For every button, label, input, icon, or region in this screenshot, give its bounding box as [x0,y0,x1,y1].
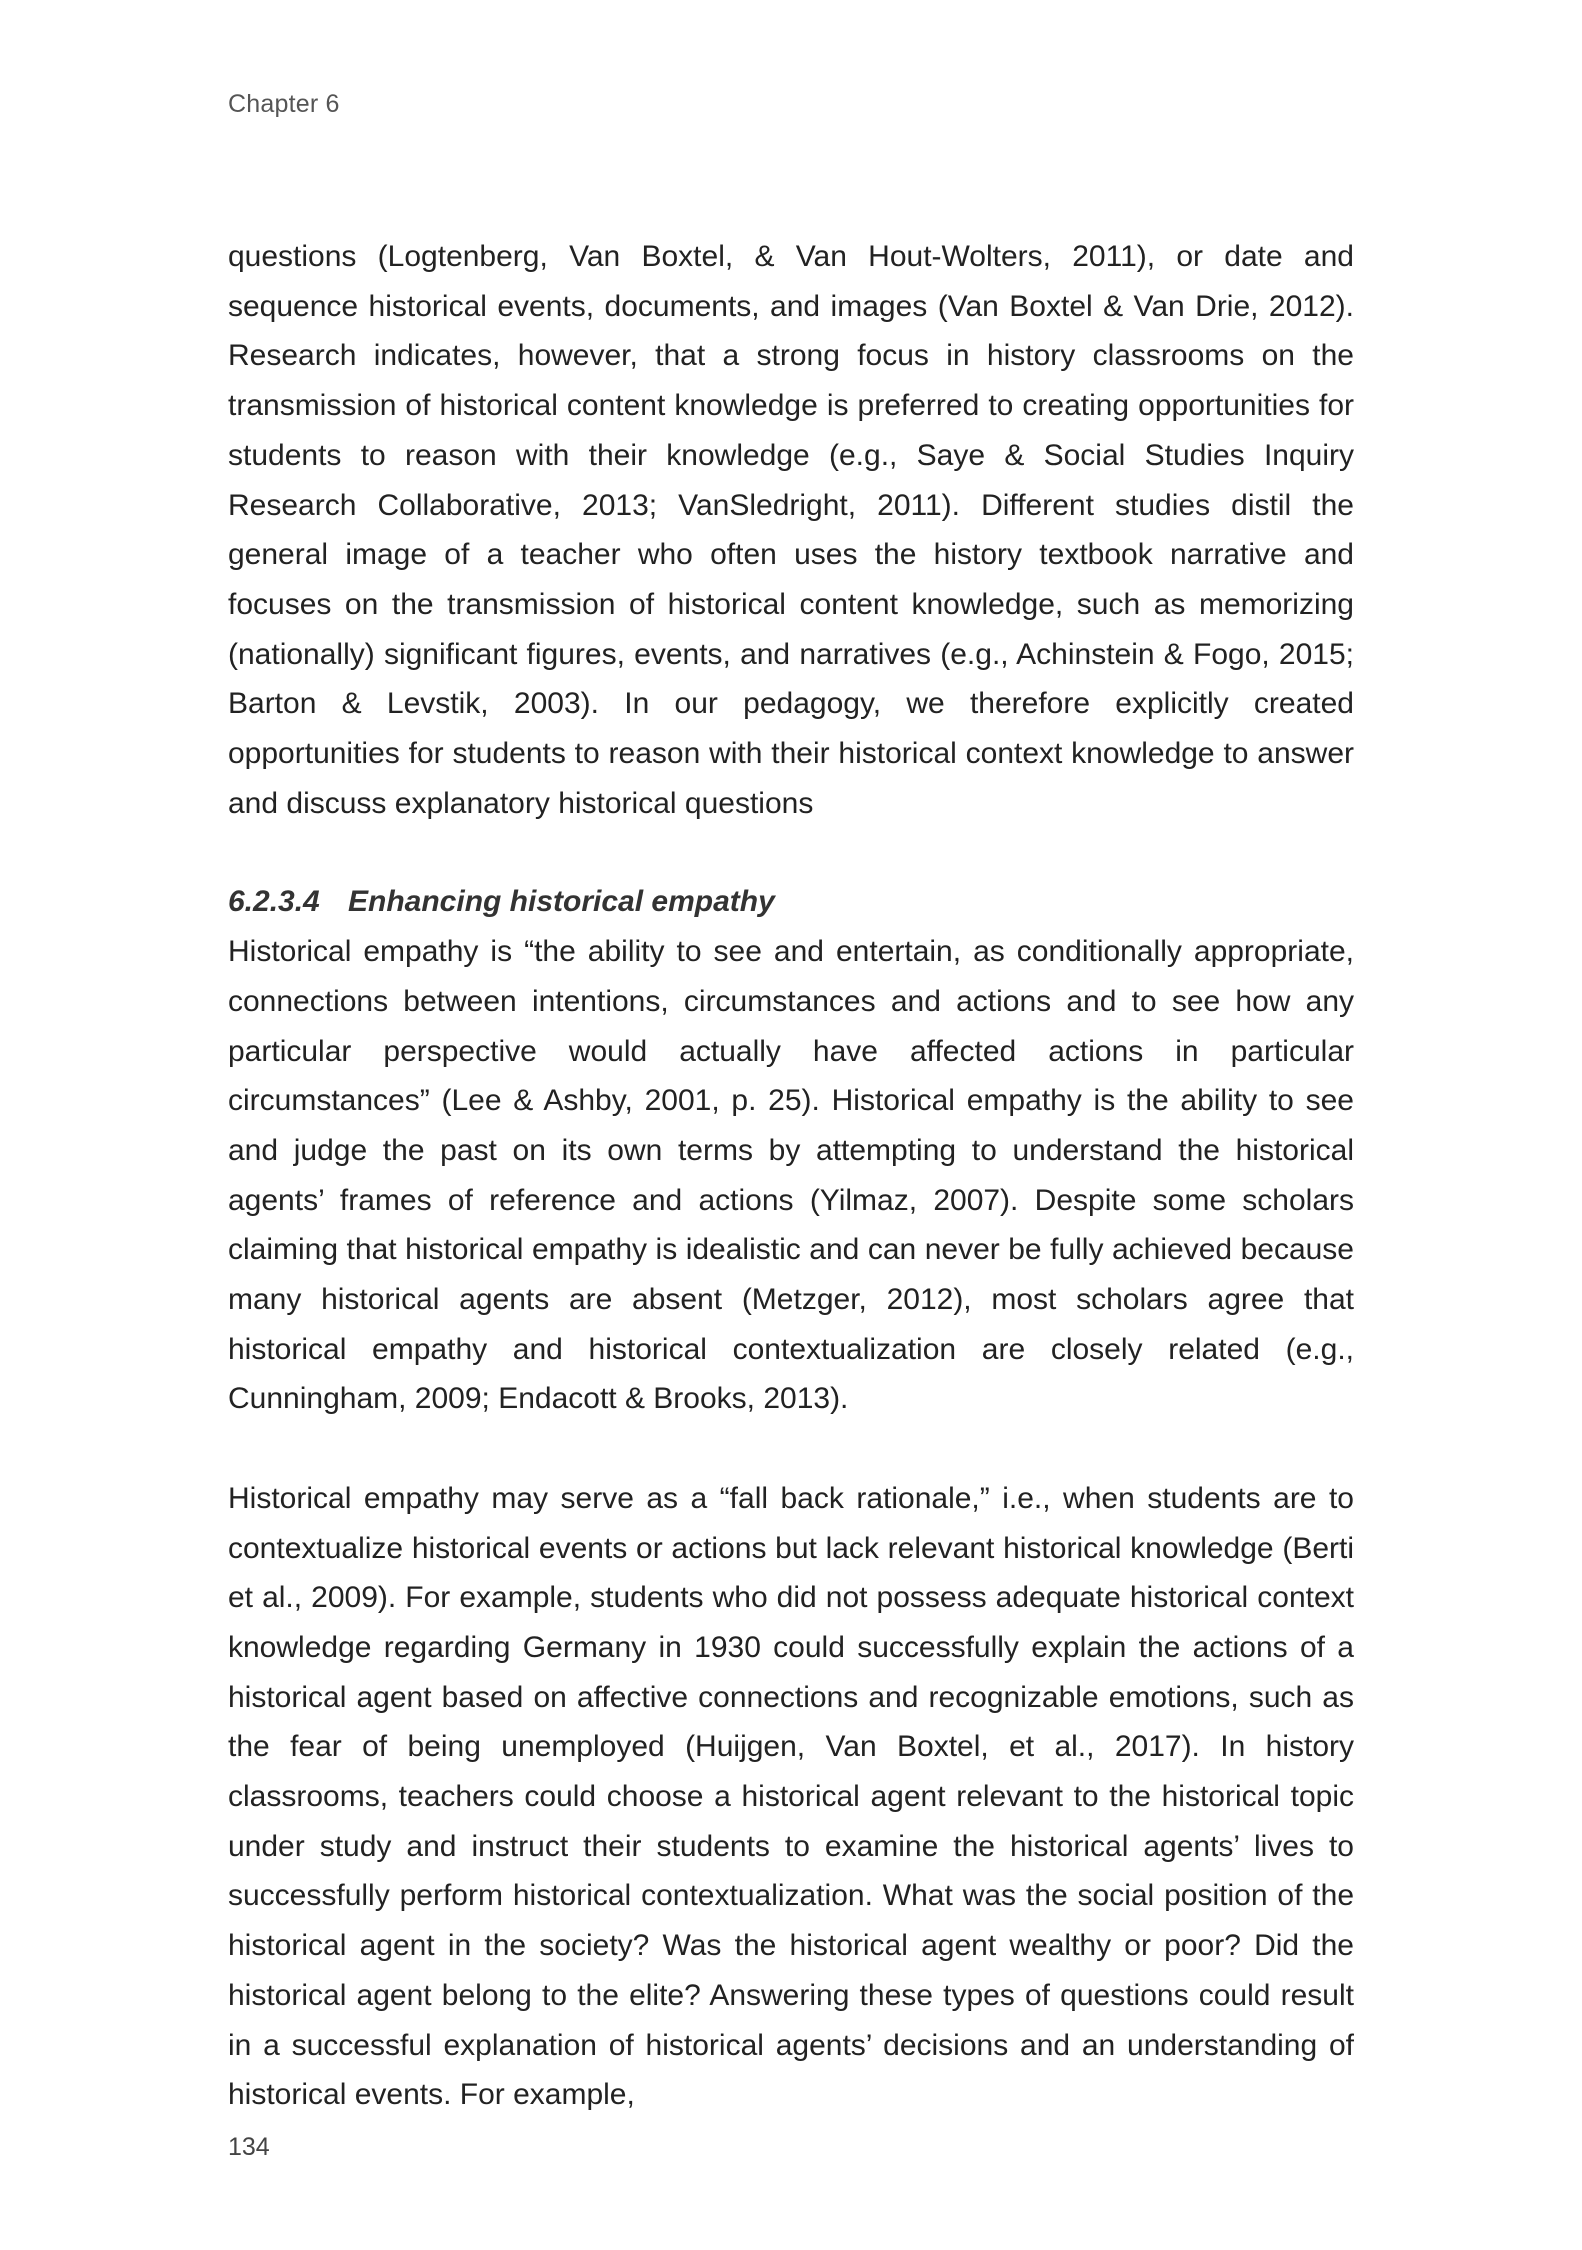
body-paragraph: Historical empathy may serve as a “fall back rationale,” i.e., when students are to contextualize historical events or actions but lack relevant historical knowledge (Berti et al., 2009). For example, students who did not possess adequate historical context knowledge regarding Germany in 1930 could successfully explain the actions of a historical agent based on affective connections and recognizable emotions, such as the fear of being unemployed (Huijgen, Van Boxtel, et al., 2017). In history classrooms, teachers could choose a historical agent relevant to the historical topic under study and instruct their students to examine the historical agents’ lives to successfully perform historical contextualization. What was the social position of the historical agent in the society? Was the historical agent wealthy or poor? Did the historical agent belong to the elite? Answering these types of questions could result in a successful explanation of historical agents’ decisions and an understanding of historical events. For example, [228,1481,1354,2112]
running-head: Chapter 6 [228,90,340,118]
body-paragraph: Historical empathy is “the ability to see and entertain, as conditionally appropriate, connections between intentions, circumstances and actions and to see how any particular perspective would actually have affected actions in particular circumstances” (Lee & Ashby, 2001, p. 25). Historical empathy is the ability to see and judge the past on its own terms by attempting to understand the historical agents’ frames of reference and actions (Yilmaz, 2007). Despite some scholars claiming that historical empathy is idealistic and can never be fully achieved because many historical agents are absent (Metzger, 2012), most scholars agree that historical empathy and historical contextualization are closely related (e.g., Cunningham, 2009; Endacott & Brooks, 2013). [228,935,1354,1416]
section-number: 6.2.3.4 [228,885,320,919]
section-heading [228,877,1354,927]
page-number: 134 [228,2133,270,2161]
page-body [228,232,1354,2120]
section-title: Enhancing historical empathy [348,885,775,919]
body-paragraph: questions (Logtenberg, Van Boxtel, & Van Hout-Wolters, 2011), or date and sequence historical events, documents, and images (Van Boxtel & Van Drie, 2012). Research indicates, however, that a strong focus in history classrooms on the transmission of historical content knowledge is preferred to creating opportunities for students to reason with their knowledge (e.g., Saye & Social Studies Inquiry Research Collaborative, 2013; VanSledright, 2011). Different studies distil the general image of a teacher who often uses the history textbook narrative and focuses on the transmission of historical content knowledge, such as memorizing (nationally) significant figures, events, and narratives (e.g., Achinstein & Fogo, 2015; Barton & Levstik, 2003). In our pedagogy, we therefore explicitly created opportunities for students to reason with their historical context knowledge to answer and discuss explanatory historical questions [228,240,1354,820]
